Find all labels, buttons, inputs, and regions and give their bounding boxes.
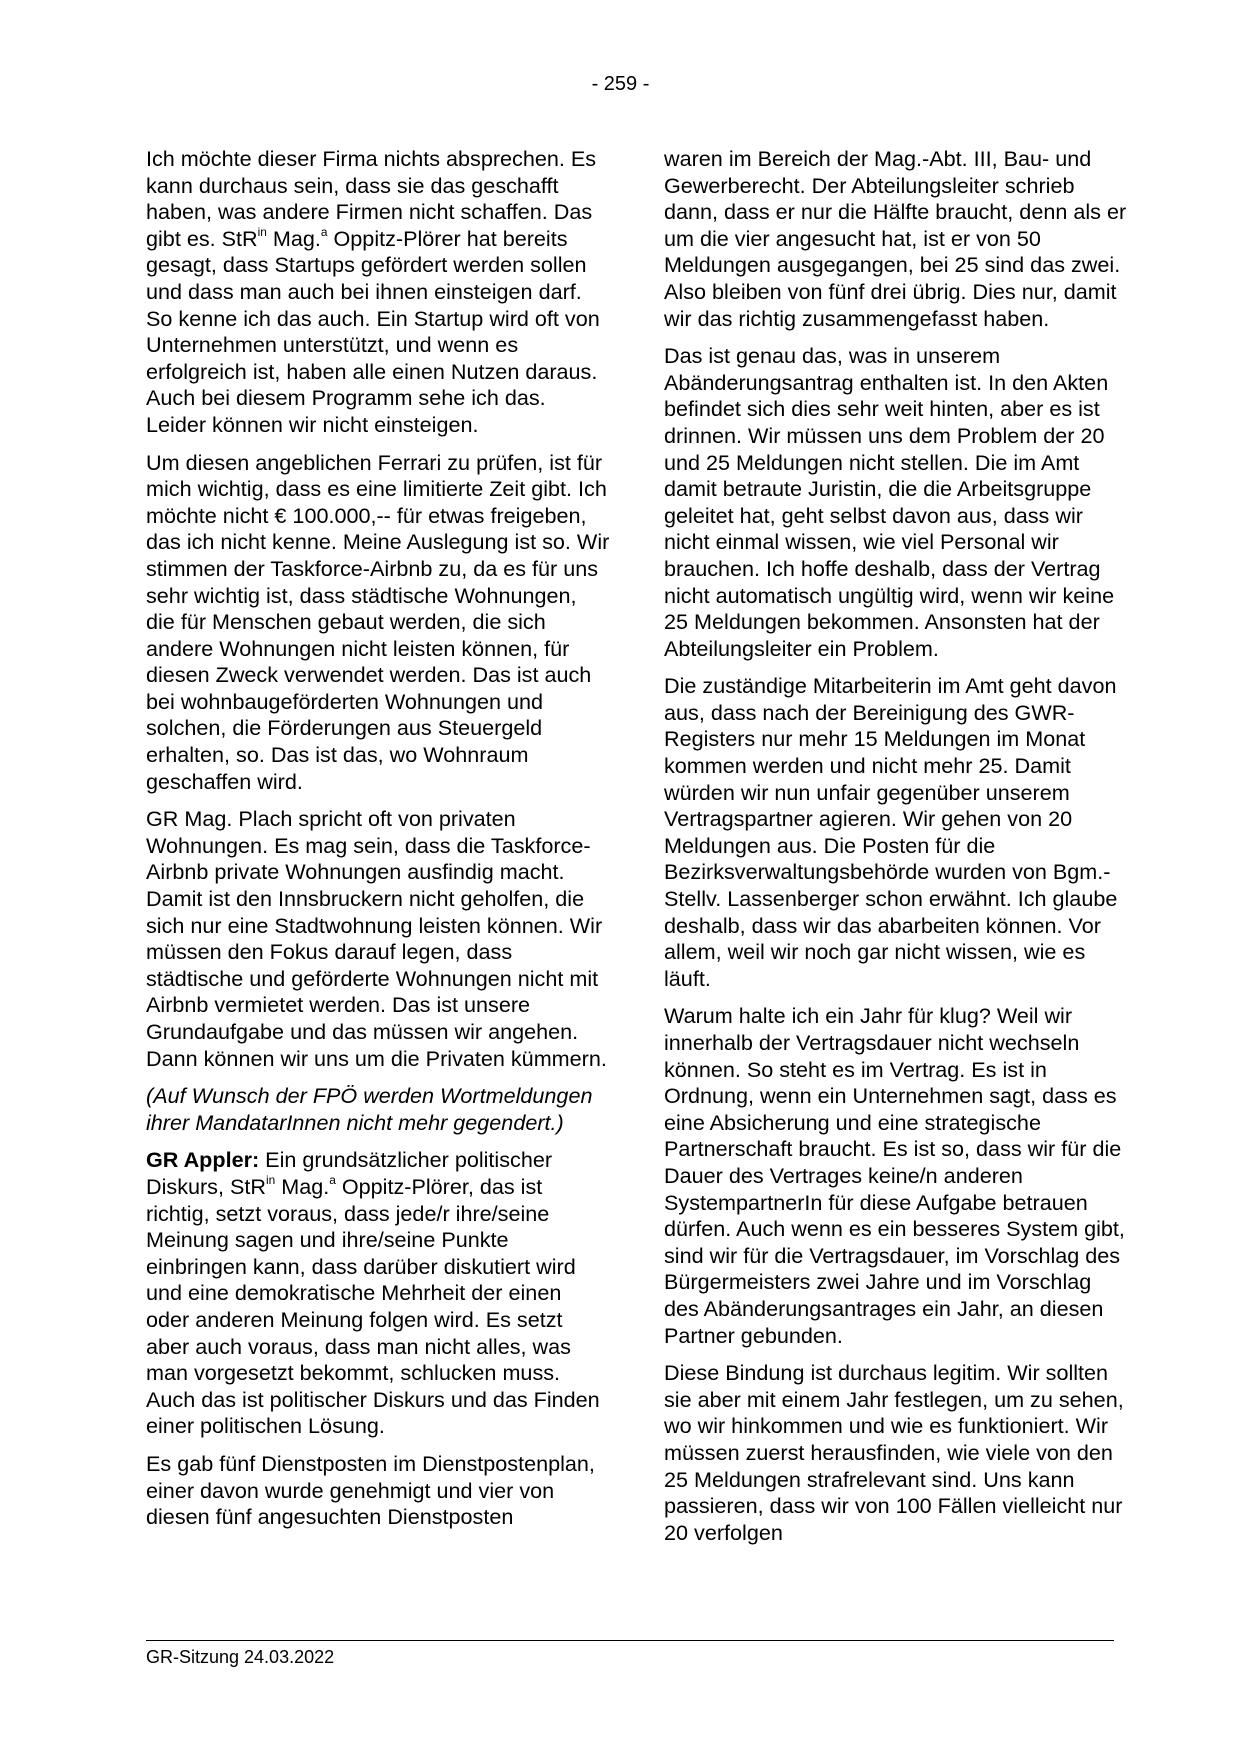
paragraph: Warum halte ich ein Jahr für klug? Weil wir innerhalb der Vertragsdauer nicht wechseln können. So steht es im Vertrag. Es ist in Ordnung, wenn ein Unternehmen sagt, dass es eine Absicherung und eine strategische Partnerschaft braucht. Es ist so, dass wir für die Dauer des Vertrages keine/n anderen SystempartnerIn für diese Aufgabe betrauen dürfen. Auch wenn es ein besseres System gibt, sind wir für die Vertragsdauer, im Vorschlag des Bürgermeisters zwei Jahre und im Vorschlag des Abänderungsantrages ein Jahr, an diesen Partner gebunden. [664, 1003, 1125, 1348]
left-column [146, 146, 610, 1542]
editorial-note: (Auf Wunsch der FPÖ werden Wortmeldungen ihrer MandatarInnen nicht mehr gegendert.) [146, 1083, 593, 1135]
paragraph: Ich möchte dieser Firma nichts absprechen. Es kann durchaus sein, dass sie das geschafft haben, was andere Firmen nicht schaffen. Das gibt es. StR$^{in}$ Mag.$^a$ Oppitz-Plörer hat bereits gesagt, dass Startups gefördert werden sollen und dass man auch bei ihnen einsteigen darf. So kenne ich das auch. Ein Startup wird oft von Unternehmen unterstützt, und wenn es erfolgreich ist, haben alle einen Nutzen daraus. Auch bei diesem Programm sehe ich das. Leider können wir nicht einsteigen. [146, 146, 600, 437]
paragraph: waren im Bereich der Mag.-Abt. III, Bau- und Gewerberecht. Der Abteilungsleiter schrieb dann, dass er nur die Hälfte braucht, denn als er um die vier angesucht hat, ist er von 50 Meldungen ausgegangen, bei 25 sind das zwei. Also bleiben von fünf drei übrig. Dies nur, damit wir das richtig zusammengefasst haben. [664, 146, 1127, 331]
footer-session-date: GR-Sitzung 24.03.2022 [146, 1647, 335, 1667]
right-column [664, 146, 1128, 1557]
paragraph: GR Appler: Ein grundsätzlicher politischer Diskurs, StR$^{in}$ Mag.$^a$ Oppitz-Plörer, das ist richtig, setzt voraus, dass jede/r ihre/seine Meinung sagen und ihre/seine Punkte einbringen kann, dass darüber diskutiert wird und eine demokratische Mehrheit der einen oder anderen Meinung folgen wird. Es setzt aber auch voraus, dass man nicht alles, was man vorgesetzt bekommt, schlucken muss. Auch das ist politischer Diskurs und das Finden einer politischen Lösung. [146, 1147, 600, 1439]
paragraph: Das ist genau das, was in unserem Abänderungsantrag enthalten ist. In den Akten befindet sich dies sehr weit hinten, aber es ist drinnen. Wir müssen uns dem Problem der 20 und 25 Meldungen nicht stellen. Die im Amt damit betraute Juristin, die die Arbeitsgruppe geleitet hat, geht selbst davon aus, dass wir nicht einmal wissen, wie viel Personal wir brauchen. Ich hoffe deshalb, dass der Vertrag nicht automatisch ungültig wird, wenn wir keine 25 Meldungen bekommen. Ansonsten hat der Abteilungsleiter ein Problem. [664, 343, 1115, 661]
page-number: - 259 - [591, 73, 650, 95]
paragraph: Die zuständige Mitarbeiterin im Amt geht davon aus, dass nach der Bereinigung des GWR-Registers nur mehr 15 Meldungen im Monat kommen werden und nicht mehr 25. Damit würden wir nun unfair gegenüber unserem Vertragspartner agieren. Wir gehen von 20 Meldungen aus. Die Posten für die Bezirksverwaltungsbehörde wurden von Bgm.-Stellv. Lassenberger schon erwähnt. Ich glaube deshalb, dass wir das abarbeiten können. Vor allem, weil wir noch gar nicht wissen, wie es läuft. [664, 673, 1118, 991]
paragraph: Es gab fünf Dienstposten im Dienstpostenplan, einer davon wurde genehmigt und vier von diesen fünf angesuchten Dienstposten [146, 1450, 595, 1530]
footer-divider [146, 1640, 1114, 1641]
paragraph: GR Mag. Plach spricht oft von privaten Wohnungen. Es mag sein, dass die Taskforce-Airbnb private Wohnungen ausfindig macht. Damit ist den Innsbruckern nicht geholfen, die sich nur eine Stadtwohnung leisten können. Wir müssen den Fokus darauf legen, dass städtische und geförderte Wohnungen nicht mit Airbnb vermietet werden. Das ist unsere Grundaufgabe und das müssen wir angehen. Dann können wir uns um die Privaten kümmern. [146, 806, 607, 1071]
paragraph: Um diesen angeblichen Ferrari zu prüfen, ist für mich wichtig, dass es eine limitierte Zeit gibt. Ich möchte nicht € 100.000,-- für etwas freigeben, das ich nicht kenne. Meine Auslegung ist so. Wir stimmen der Taskforce-Airbnb zu, da es für uns sehr wichtig ist, dass städtische Wohnungen, die für Menschen gebaut werden, die sich andere Wohnungen nicht leisten können, für diesen Zweck verwendet werden. Das ist auch bei wohnbaugeförderten Wohnungen und solchen, die Förderungen aus Steuergeld erhalten, so. Das ist das, wo Wohnraum geschaffen wird. [146, 449, 610, 794]
paragraph: Diese Bindung ist durchaus legitim. Wir sollten sie aber mit einem Jahr festlegen, um zu sehen, wo wir hinkommen und wie es funktioniert. Wir müssen zuerst herausfinden, wie viele von den 25 Meldungen strafrelevant sind. Uns kann passieren, dass wir von 100 Fällen vielleicht nur 20 verfolgen [664, 1360, 1124, 1545]
speaker-name: GR Appler: [146, 1147, 260, 1173]
